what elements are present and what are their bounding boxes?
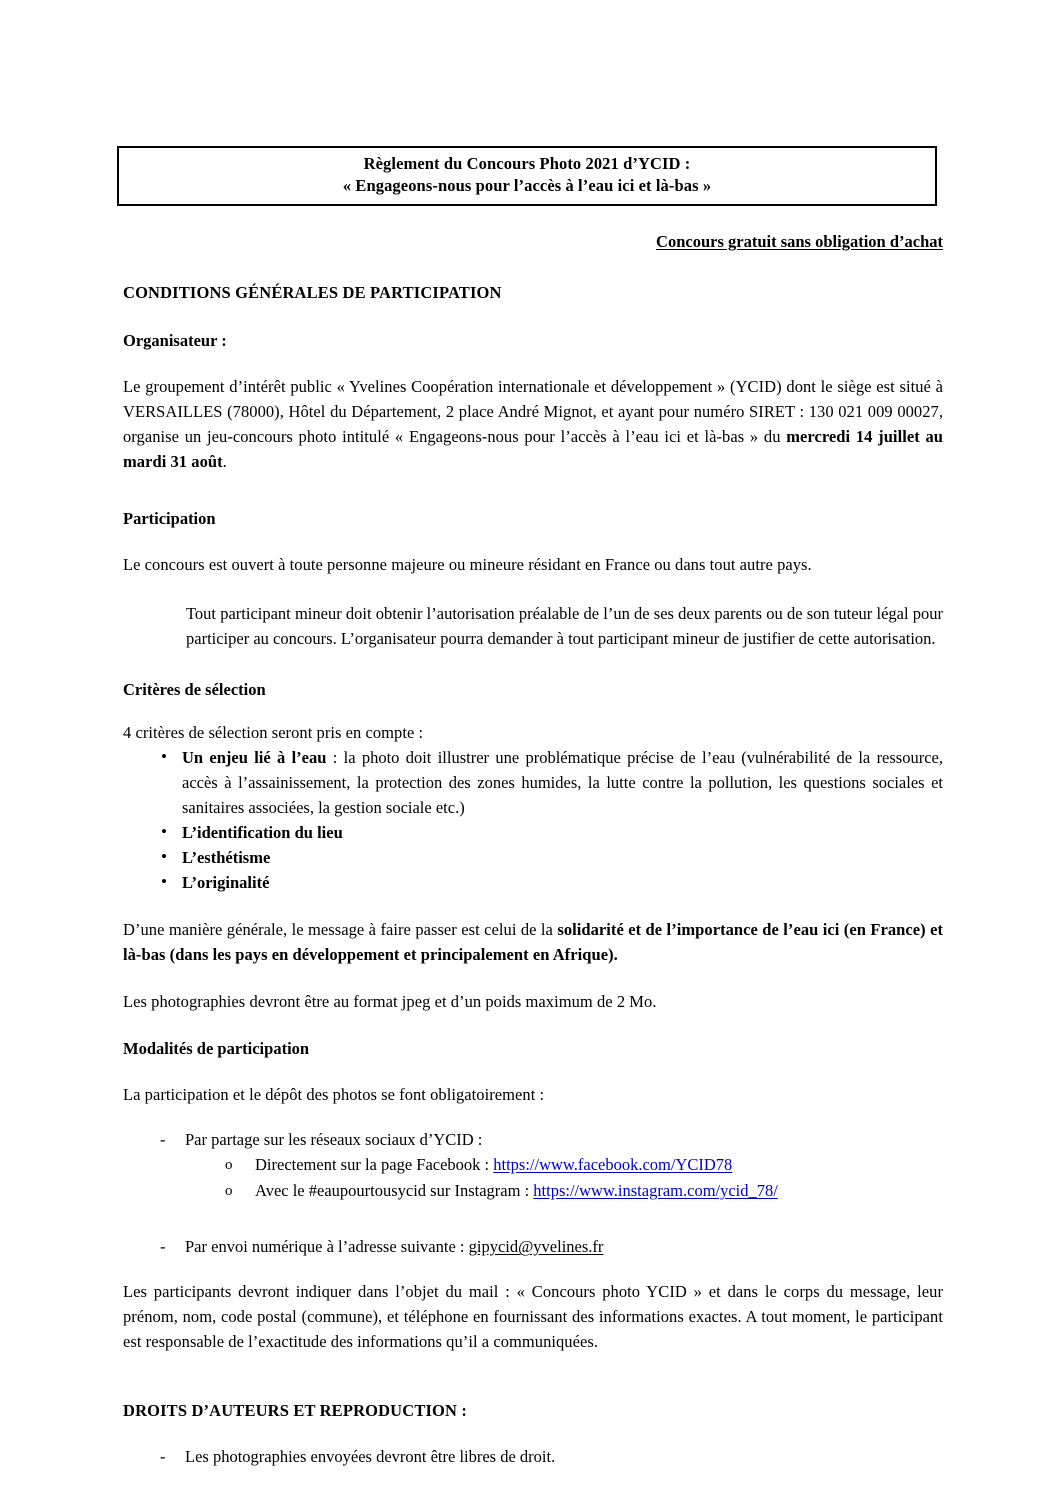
droits-list — [123, 1444, 943, 1469]
criteres-list-item — [123, 870, 943, 895]
modalites-sublist — [185, 1152, 943, 1204]
document-title-line-2: « Engageons-nous pour l’accès à l’eau ici et là-bas » — [342, 176, 712, 195]
paragraph-criteres-intro: 4 critères de sélection seront pris en compte : — [123, 723, 424, 742]
modalites-item-reseaux — [123, 1127, 943, 1204]
email-link[interactable]: gipycid@yvelines.fr — [468, 1237, 604, 1256]
paragraph-participation-mineur: Tout participant mineur doit obtenir l’autorisation préalable de l’un de ses deux parents ou de son tuteur légal pour participer au concours. L’organisateur pourra demander à tout participant mineur de justifier de cette autorisation. — [186, 604, 943, 648]
criteres-closing-bold: solidarité et de l’importance de l’eau ici (en France) et là-bas (dans les pays en développement et principalement en Afrique). — [123, 920, 943, 964]
droits-list-item — [123, 1444, 943, 1469]
modalites-subitem-facebook — [185, 1152, 943, 1178]
instagram-label: Avec le #eaupourtousycid sur Instagram : — [255, 1181, 534, 1200]
paragraph-modalites-closing: Les participants devront indiquer dans l’objet du mail : « Concours photo YCID » et dans le corps du message, leur prénom, nom, code postal (commune), et téléphone en fournissant des informations exactes. A tout moment, le participant est responsable de l’exactitude des informations qu’il a communiquées. — [123, 1282, 943, 1351]
droits-item-text: Les photographies envoyées devront être libres de droit. — [185, 1447, 556, 1466]
heading-droits-auteurs: DROITS D’AUTEURS ET REPRODUCTION : — [123, 1401, 468, 1420]
document-title-box — [117, 146, 937, 206]
organisateur-dates: mercredi 14 juillet au mardi 31 août — [123, 427, 943, 471]
criteres-item-1-bold: L’identification du lieu — [182, 823, 343, 842]
spacer — [123, 1204, 943, 1234]
instagram-link[interactable]: https://www.instagram.com/ycid_78/ — [533, 1181, 778, 1200]
paragraph-modalites-intro: La participation et le dépôt des photos se font obligatoirement : — [123, 1085, 545, 1104]
paragraph-participation-open: Le concours est ouvert à toute personne majeure ou mineure résidant en France ou dans tout autre pays. — [123, 555, 812, 574]
heading-participation: Participation — [123, 509, 216, 528]
spacer — [123, 1422, 943, 1444]
criteres-item-0-rest: : la photo doit illustrer une problématique précise de l’eau (vulnérabilité de la ressource, accès à l’assainissement, la protection des zones humides, la lutte contre la pollution, les questions sociales et sanitaires associées, la gestion sociale etc.) — [182, 748, 943, 817]
document-content — [123, 146, 943, 1469]
paragraph-organisateur — [123, 374, 943, 474]
criteres-list-item — [123, 745, 943, 820]
criteres-list — [123, 745, 943, 895]
tagline-row — [123, 232, 943, 252]
facebook-link[interactable]: https://www.facebook.com/YCID78 — [493, 1155, 733, 1174]
criteres-item-0-bold: Un enjeu lié à l’eau — [182, 748, 327, 767]
spacer — [123, 1107, 943, 1127]
organisateur-text-pre: Le groupement d’intérêt public « Yvelines Coopération internationale et développement » (YCID) dont le siège est situé à VERSAILLES (78000), Hôtel du Département, 2 place André Mignot, et ayant pour numéro SIRET : 130 021 009 00027, organise un jeu-concours photo intitulé « Engageons-nous pour l’accès à l’eau ici et là-bas » du — [123, 377, 943, 446]
free-contest-tagline: Concours gratuit sans obligation d’achat — [656, 232, 943, 251]
criteres-list-item — [123, 820, 943, 845]
heading-modalites-participation: Modalités de participation — [123, 1039, 310, 1058]
paragraph-format-note: Les photographies devront être au format jpeg et d’un poids maximum de 2 Mo. — [123, 992, 657, 1011]
modalites-list-email — [123, 1234, 943, 1259]
modalites-list — [123, 1127, 943, 1204]
criteres-list-item — [123, 845, 943, 870]
email-label: Par envoi numérique à l’adresse suivante : — [185, 1237, 469, 1256]
facebook-label: Directement sur la page Facebook : — [255, 1155, 494, 1174]
modalites-reseaux-label: Par partage sur les réseaux sociaux d’YCID : — [185, 1130, 483, 1149]
modalites-item-email — [123, 1234, 943, 1259]
document-title-line-1: Règlement du Concours Photo 2021 d’YCID : — [363, 154, 691, 173]
criteres-closing-pre: D’une manière générale, le message à faire passer est celui de la — [123, 920, 558, 939]
heading-organisateur: Organisateur : — [123, 331, 227, 350]
modalites-subitem-instagram — [185, 1178, 943, 1204]
criteres-item-3-bold: L’originalité — [182, 873, 270, 892]
heading-conditions-generales: CONDITIONS GÉNÉRALES DE PARTICIPATION — [123, 283, 502, 302]
paragraph-criteres-closing — [123, 917, 943, 967]
heading-criteres-selection: Critères de sélection — [123, 680, 266, 699]
organisateur-text-post: . — [222, 452, 227, 471]
criteres-item-2-bold: L’esthétisme — [182, 848, 271, 867]
